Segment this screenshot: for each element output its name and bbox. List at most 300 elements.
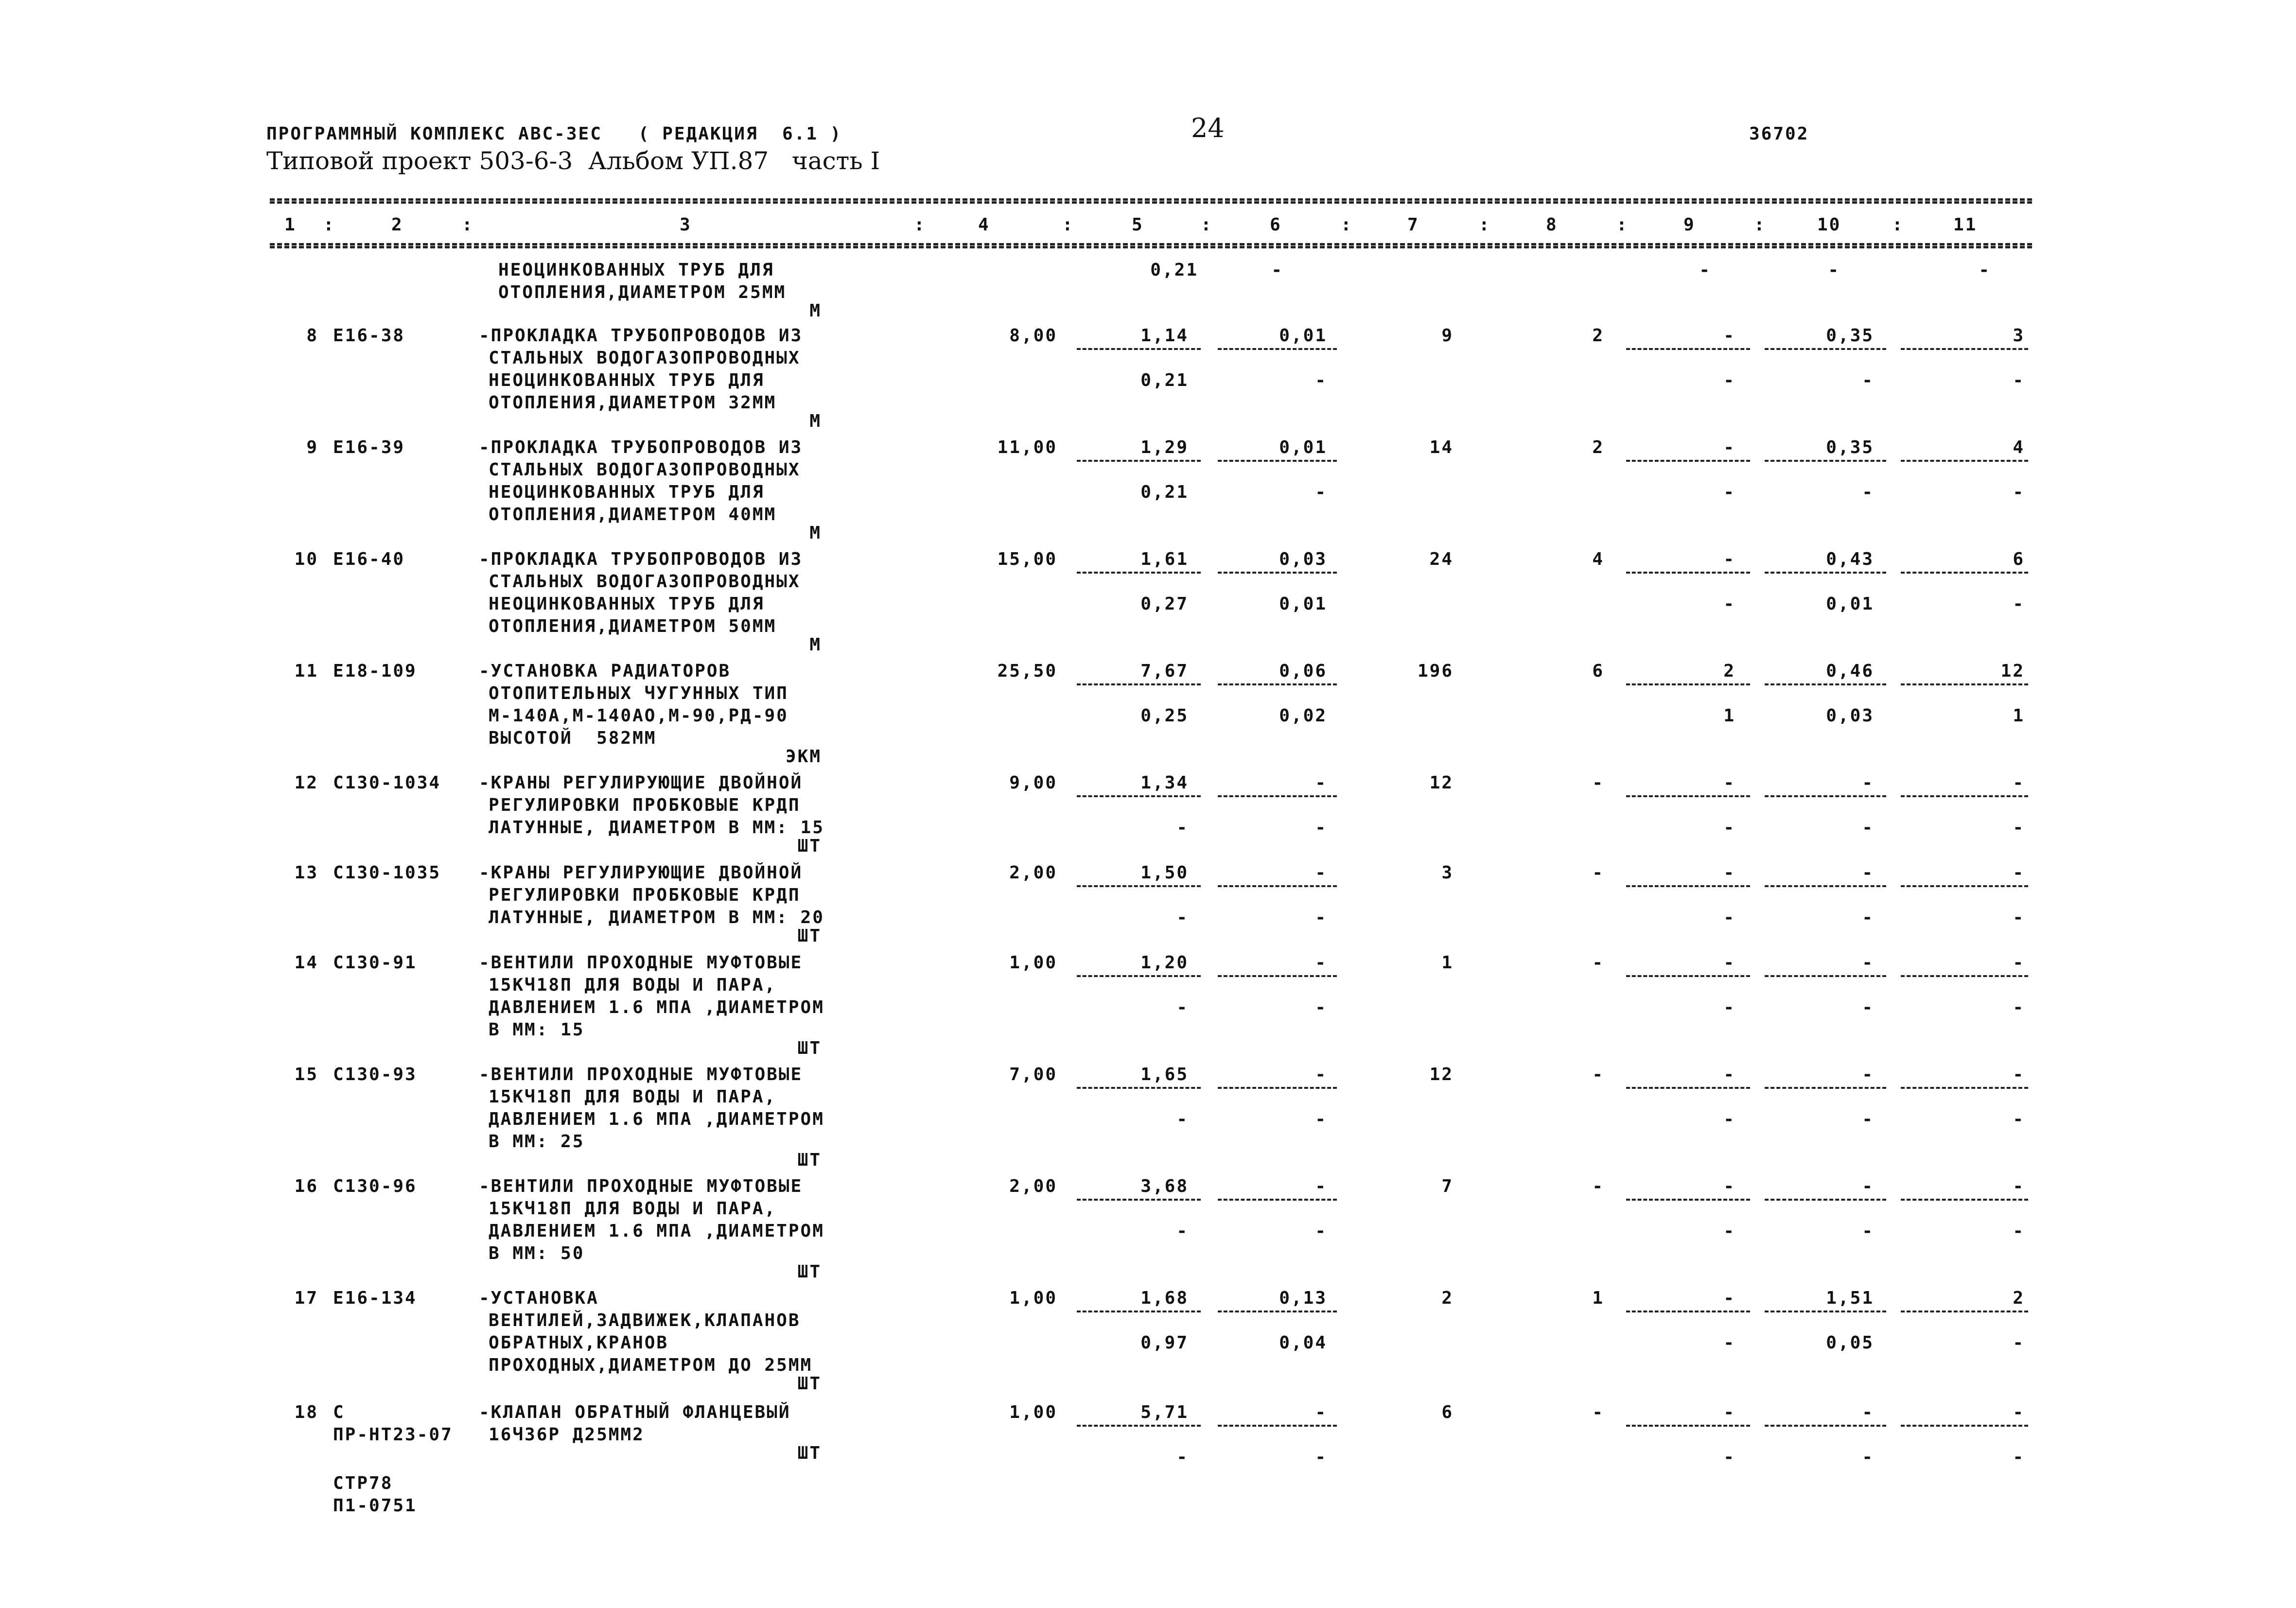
column-6-fraction-bar xyxy=(1218,1425,1337,1427)
column-5-lower-value: 0,21 xyxy=(1140,370,1189,390)
column-5-fraction-bar xyxy=(1077,1087,1201,1089)
column-7-value: 9 xyxy=(1441,326,1454,346)
column-separator: : xyxy=(1754,215,1766,235)
column-10-lower-value: - xyxy=(1862,482,1874,502)
column-11-lower-value: - xyxy=(2013,997,2025,1017)
item-number: 15 xyxy=(294,1065,318,1084)
column-11-lower-value: 1 xyxy=(2013,706,2025,726)
header-bottom-rule xyxy=(270,243,2032,245)
column-7-value: 14 xyxy=(1429,437,1454,457)
column-10-lower-value: - xyxy=(1862,1109,1874,1129)
column-10-lower-value: 0,03 xyxy=(1826,706,1874,726)
column-6-value: - xyxy=(1315,1402,1327,1422)
item-description-line: ОБРАТНЫХ,КРАНОВ xyxy=(489,1333,669,1353)
column-11-value: 3 xyxy=(2013,326,2025,346)
column-9-value: - xyxy=(1723,953,1735,973)
item-code: С130-93 xyxy=(333,1065,417,1084)
column-10-lower-value: - xyxy=(1862,370,1874,390)
column-separator: : xyxy=(914,215,926,235)
column-5-lower-value: 0,27 xyxy=(1140,594,1189,614)
item-description-line: М-140А,М-140АО,М-90,РД-90 xyxy=(489,706,789,726)
column-11-lower-value: - xyxy=(2013,818,2025,838)
column-11-fraction-bar xyxy=(1901,975,2028,977)
column-6-fraction-bar xyxy=(1218,975,1337,977)
column-4-value: 9,00 xyxy=(1009,773,1057,793)
column-11-fraction-bar xyxy=(1901,1087,2028,1089)
column-9-lower-value: - xyxy=(1699,260,1711,280)
column-9-value: - xyxy=(1723,326,1735,346)
column-5-value: 1,68 xyxy=(1140,1288,1189,1308)
column-6-value: 0,13 xyxy=(1279,1288,1327,1308)
column-9-value: - xyxy=(1723,773,1735,793)
column-11-value: - xyxy=(2013,773,2025,793)
column-separator: : xyxy=(1201,215,1213,235)
column-5-fraction-bar xyxy=(1077,795,1201,797)
column-9-lower-value: - xyxy=(1723,1333,1735,1353)
column-5-lower-value: 0,97 xyxy=(1140,1333,1189,1353)
column-6-lower-value: - xyxy=(1315,818,1327,838)
column-6-value: - xyxy=(1315,863,1327,883)
header-top-rule-2 xyxy=(270,201,2032,204)
item-description-line: 15КЧ18П ДЛЯ ВОДЫ И ПАРА, xyxy=(489,975,777,995)
column-5-value: 1,34 xyxy=(1140,773,1189,793)
column-5-fraction-bar xyxy=(1077,348,1201,350)
column-9-lower-value: - xyxy=(1723,1447,1735,1467)
item-description-line: В ММ: 15 xyxy=(489,1020,585,1040)
column-11-value: 2 xyxy=(2013,1288,2025,1308)
item-unit: М xyxy=(809,301,822,321)
column-9-lower-value: - xyxy=(1723,1221,1735,1241)
column-11-value: - xyxy=(2013,1065,2025,1084)
column-8-value: - xyxy=(1592,953,1604,973)
column-10-value: 0,43 xyxy=(1826,549,1874,569)
column-5-lower-value: - xyxy=(1176,1221,1189,1241)
item-description-line: 15КЧ18П ДЛЯ ВОДЫ И ПАРА, xyxy=(489,1199,777,1219)
column-11-value: 12 xyxy=(2000,661,2025,681)
item-description-line: ДАВЛЕНИЕМ 1.6 МПА ,ДИАМЕТРОМ xyxy=(489,997,824,1017)
column-5-lower-value: 0,21 xyxy=(1140,482,1189,502)
column-11-lower-value: - xyxy=(1979,260,1991,280)
item-code: Е16-134 xyxy=(333,1288,417,1308)
item-description-line: -ВЕНТИЛИ ПРОХОДНЫЕ МУФТОВЫЕ xyxy=(479,953,803,973)
column-number: 4 xyxy=(978,215,990,235)
column-11-fraction-bar xyxy=(1901,1425,2028,1427)
column-6-value: - xyxy=(1315,773,1327,793)
column-5-fraction-bar xyxy=(1077,683,1201,685)
column-6-fraction-bar xyxy=(1218,460,1337,462)
item-code: ПР-НТ23-07 xyxy=(333,1425,453,1445)
column-5-lower-value: - xyxy=(1176,997,1189,1017)
item-description-line: -ПРОКЛАДКА ТРУБОПРОВОДОВ ИЗ xyxy=(479,437,803,457)
column-number: 2 xyxy=(391,215,403,235)
column-8-value: 4 xyxy=(1592,549,1604,569)
item-description-line: НЕОЦИНКОВАННЫХ ТРУБ ДЛЯ xyxy=(489,370,765,390)
column-9-fraction-bar xyxy=(1626,975,1750,977)
column-9-value: - xyxy=(1723,1176,1735,1196)
column-7-value: 3 xyxy=(1441,863,1454,883)
item-code: С130-1034 xyxy=(333,773,441,793)
column-9-value: - xyxy=(1723,1402,1735,1422)
column-5-fraction-bar xyxy=(1077,572,1201,574)
column-10-value: 0,35 xyxy=(1826,326,1874,346)
column-5-lower-value: - xyxy=(1176,908,1189,927)
item-description-line: В ММ: 50 xyxy=(489,1243,585,1263)
item-code: П1-0751 xyxy=(333,1496,417,1516)
item-description-line: -ВЕНТИЛИ ПРОХОДНЫЕ МУФТОВЫЕ xyxy=(479,1065,803,1084)
header-bottom-rule-2 xyxy=(270,246,2032,248)
item-code: Е16-40 xyxy=(333,549,405,569)
item-number: 13 xyxy=(294,863,318,883)
column-10-fraction-bar xyxy=(1765,1087,1886,1089)
item-description-line: 15КЧ18П ДЛЯ ВОДЫ И ПАРА, xyxy=(489,1087,777,1107)
column-11-fraction-bar xyxy=(1901,348,2028,350)
item-code: Е16-38 xyxy=(333,326,405,346)
column-9-fraction-bar xyxy=(1626,1311,1750,1312)
item-number: 14 xyxy=(294,953,318,973)
column-11-lower-value: - xyxy=(2013,370,2025,390)
column-10-value: 0,35 xyxy=(1826,437,1874,457)
column-6-fraction-bar xyxy=(1218,348,1337,350)
column-6-lower-value: - xyxy=(1271,260,1283,280)
item-description-line: -ПРОКЛАДКА ТРУБОПРОВОДОВ ИЗ xyxy=(479,549,803,569)
item-description-line: 16Ч36Р Д25ММ2 xyxy=(489,1425,645,1445)
column-10-fraction-bar xyxy=(1765,460,1886,462)
item-description-line: -ВЕНТИЛИ ПРОХОДНЫЕ МУФТОВЫЕ xyxy=(479,1176,803,1196)
column-separator: : xyxy=(462,215,474,235)
column-10-fraction-bar xyxy=(1765,1311,1886,1312)
item-number: 8 xyxy=(306,326,318,346)
column-5-fraction-bar xyxy=(1077,460,1201,462)
column-5-lower-value: 0,25 xyxy=(1140,706,1189,726)
column-number: 7 xyxy=(1407,215,1420,235)
column-10-value: - xyxy=(1862,1176,1874,1196)
column-5-lower-value: 0,21 xyxy=(1150,260,1198,280)
column-10-fraction-bar xyxy=(1765,975,1886,977)
column-11-fraction-bar xyxy=(1901,683,2028,685)
column-6-value: - xyxy=(1315,953,1327,973)
page-number: 24 xyxy=(1191,113,1225,143)
column-5-fraction-bar xyxy=(1077,975,1201,977)
column-9-fraction-bar xyxy=(1626,885,1750,887)
item-unit: М xyxy=(809,635,822,655)
column-4-value: 15,00 xyxy=(997,549,1057,569)
item-description-line: В ММ: 25 xyxy=(489,1132,585,1152)
item-description-line: -КРАНЫ РЕГУЛИРУЮЩИЕ ДВОЙНОЙ xyxy=(479,773,803,793)
column-9-fraction-bar xyxy=(1626,1425,1750,1427)
column-11-fraction-bar xyxy=(1901,1199,2028,1201)
item-number: 11 xyxy=(294,661,318,681)
item-description-line: НЕОЦИНКОВАННЫХ ТРУБ ДЛЯ xyxy=(498,260,774,280)
item-description-line: ОТОПЛЕНИЯ,ДИАМЕТРОМ 40ММ xyxy=(489,505,777,524)
column-6-lower-value: - xyxy=(1315,997,1327,1017)
column-9-fraction-bar xyxy=(1626,572,1750,574)
column-9-fraction-bar xyxy=(1626,348,1750,350)
column-11-lower-value: - xyxy=(2013,1109,2025,1129)
column-11-fraction-bar xyxy=(1901,885,2028,887)
item-unit: ШТ xyxy=(797,1443,822,1463)
column-11-lower-value: - xyxy=(2013,482,2025,502)
column-9-value: - xyxy=(1723,863,1735,883)
column-11-fraction-bar xyxy=(1901,572,2028,574)
column-11-value: - xyxy=(2013,1176,2025,1196)
item-number: 17 xyxy=(294,1288,318,1308)
column-10-lower-value: - xyxy=(1828,260,1840,280)
column-10-lower-value: - xyxy=(1862,997,1874,1017)
column-9-value: 2 xyxy=(1723,661,1735,681)
item-code: С130-91 xyxy=(333,953,417,973)
column-9-lower-value: - xyxy=(1723,908,1735,927)
item-description-line: ЛАТУННЫЕ, ДИАМЕТРОМ В ММ: 15 xyxy=(489,818,824,838)
column-7-value: 12 xyxy=(1429,1065,1454,1084)
item-description-line: -ПРОКЛАДКА ТРУБОПРОВОДОВ ИЗ xyxy=(479,326,803,346)
column-10-value: - xyxy=(1862,1402,1874,1422)
column-9-fraction-bar xyxy=(1626,1087,1750,1089)
item-description-line: -КЛАПАН ОБРАТНЫЙ ФЛАНЦЕВЫЙ xyxy=(479,1402,791,1422)
item-code: Е16-39 xyxy=(333,437,405,457)
column-10-lower-value: - xyxy=(1862,1447,1874,1467)
column-11-value: - xyxy=(2013,1402,2025,1422)
column-10-fraction-bar xyxy=(1765,1425,1886,1427)
column-8-value: - xyxy=(1592,1402,1604,1422)
column-number: 5 xyxy=(1132,215,1144,235)
item-description-line: НЕОЦИНКОВАННЫХ ТРУБ ДЛЯ xyxy=(489,482,765,502)
column-5-fraction-bar xyxy=(1077,885,1201,887)
document-code: 36702 xyxy=(1749,124,1809,144)
column-6-lower-value: - xyxy=(1315,1221,1327,1241)
item-description-line: ДАВЛЕНИЕМ 1.6 МПА ,ДИАМЕТРОМ xyxy=(489,1109,824,1129)
column-9-value: - xyxy=(1723,1288,1735,1308)
column-number: 3 xyxy=(680,215,692,235)
column-6-fraction-bar xyxy=(1218,1199,1337,1201)
column-7-value: 12 xyxy=(1429,773,1454,793)
column-6-lower-value: - xyxy=(1315,1447,1327,1467)
item-unit: ШТ xyxy=(797,1374,822,1394)
column-10-lower-value: - xyxy=(1862,908,1874,927)
item-description-line: СТАЛЬНЫХ ВОДОГАЗОПРОВОДНЫХ xyxy=(489,348,801,368)
column-5-fraction-bar xyxy=(1077,1425,1201,1427)
column-11-value: - xyxy=(2013,953,2025,973)
item-description-line: СТАЛЬНЫХ ВОДОГАЗОПРОВОДНЫХ xyxy=(489,460,801,480)
column-5-value: 7,67 xyxy=(1140,661,1189,681)
item-unit: М xyxy=(809,523,822,543)
column-4-value: 2,00 xyxy=(1009,1176,1057,1196)
column-7-value: 1 xyxy=(1441,953,1454,973)
column-5-lower-value: - xyxy=(1176,1109,1189,1129)
column-5-lower-value: - xyxy=(1176,818,1189,838)
item-description-line: -КРАНЫ РЕГУЛИРУЮЩИЕ ДВОЙНОЙ xyxy=(479,863,803,883)
item-code: СТР78 xyxy=(333,1473,393,1493)
item-description-line: ОТОПЛЕНИЯ,ДИАМЕТРОМ 50ММ xyxy=(489,616,777,636)
column-11-lower-value: - xyxy=(2013,1221,2025,1241)
column-separator: : xyxy=(1616,215,1629,235)
column-5-value: 1,20 xyxy=(1140,953,1189,973)
column-number: 8 xyxy=(1546,215,1558,235)
program-title: ПРОГРАММНЫЙ КОМПЛЕКС АВС-ЗЕС ( РЕДАКЦИЯ 6.1 ) xyxy=(266,124,842,144)
column-6-value: 0,01 xyxy=(1279,437,1327,457)
item-description-line: РЕГУЛИРОВКИ ПРОБКОВЫЕ КРДП xyxy=(489,885,801,905)
column-8-value: 2 xyxy=(1592,326,1604,346)
item-unit: ШТ xyxy=(797,926,822,946)
item-description-line: РЕГУЛИРОВКИ ПРОБКОВЫЕ КРДП xyxy=(489,795,801,815)
item-unit: ШТ xyxy=(797,1038,822,1058)
column-8-value: 2 xyxy=(1592,437,1604,457)
column-5-fraction-bar xyxy=(1077,1199,1201,1201)
item-description-line: ДАВЛЕНИЕМ 1.6 МПА ,ДИАМЕТРОМ xyxy=(489,1221,824,1241)
column-5-value: 5,71 xyxy=(1140,1402,1189,1422)
column-11-value: 6 xyxy=(2013,549,2025,569)
column-7-value: 196 xyxy=(1417,661,1454,681)
column-10-lower-value: 0,05 xyxy=(1826,1333,1874,1353)
column-number: 9 xyxy=(1683,215,1696,235)
column-separator: : xyxy=(1341,215,1353,235)
item-description-line: ОТОПЛЕНИЯ,ДИАМЕТРОМ 25ММ xyxy=(498,282,787,302)
item-unit: ШТ xyxy=(797,1150,822,1170)
item-description-line: ЛАТУННЫЕ, ДИАМЕТРОМ В ММ: 20 xyxy=(489,908,824,927)
column-9-value: - xyxy=(1723,437,1735,457)
column-5-value: 1,50 xyxy=(1140,863,1189,883)
column-number: 6 xyxy=(1270,215,1282,235)
item-number: 18 xyxy=(294,1402,318,1422)
column-6-fraction-bar xyxy=(1218,683,1337,685)
project-title: Типовой проект 503-6-3 Альбом УП.87 часть I xyxy=(266,147,880,175)
column-6-fraction-bar xyxy=(1218,885,1337,887)
column-6-value: - xyxy=(1315,1176,1327,1196)
item-number: 12 xyxy=(294,773,318,793)
column-8-value: - xyxy=(1592,1176,1604,1196)
column-8-value: - xyxy=(1592,773,1604,793)
item-description-line: -УСТАНОВКА xyxy=(479,1288,599,1308)
column-5-lower-value: - xyxy=(1176,1447,1189,1467)
column-10-value: - xyxy=(1862,773,1874,793)
item-description-line: ВЕНТИЛЕЙ,ЗАДВИЖЕК,КЛАПАНОВ xyxy=(489,1311,801,1330)
item-code: Е18-109 xyxy=(333,661,417,681)
column-10-fraction-bar xyxy=(1765,795,1886,797)
column-7-value: 6 xyxy=(1441,1402,1454,1422)
column-11-fraction-bar xyxy=(1901,460,2028,462)
column-6-lower-value: - xyxy=(1315,370,1327,390)
column-4-value: 1,00 xyxy=(1009,1288,1057,1308)
column-10-fraction-bar xyxy=(1765,1199,1886,1201)
column-6-value: - xyxy=(1315,1065,1327,1084)
column-9-lower-value: - xyxy=(1723,370,1735,390)
column-9-fraction-bar xyxy=(1626,683,1750,685)
column-number: 10 xyxy=(1817,215,1841,235)
column-6-lower-value: - xyxy=(1315,908,1327,927)
column-6-lower-value: 0,02 xyxy=(1279,706,1327,726)
item-description-line: ВЫСОТОЙ 582ММ xyxy=(489,728,657,748)
column-8-value: 1 xyxy=(1592,1288,1604,1308)
item-unit: ШТ xyxy=(797,1262,822,1282)
item-number: 16 xyxy=(294,1176,318,1196)
column-separator: : xyxy=(1892,215,1904,235)
header-top-rule xyxy=(270,198,2032,201)
column-6-value: 0,06 xyxy=(1279,661,1327,681)
column-11-lower-value: - xyxy=(2013,1333,2025,1353)
column-11-fraction-bar xyxy=(1901,795,2028,797)
column-10-lower-value: 0,01 xyxy=(1826,594,1874,614)
column-4-value: 1,00 xyxy=(1009,953,1057,973)
column-4-value: 1,00 xyxy=(1009,1402,1057,1422)
column-separator: : xyxy=(1479,215,1491,235)
item-description-line: НЕОЦИНКОВАННЫХ ТРУБ ДЛЯ xyxy=(489,594,765,614)
column-5-value: 1,14 xyxy=(1140,326,1189,346)
item-number: 9 xyxy=(306,437,318,457)
column-6-lower-value: - xyxy=(1315,482,1327,502)
column-5-value: 1,65 xyxy=(1140,1065,1189,1084)
column-4-value: 25,50 xyxy=(997,661,1057,681)
item-code: С130-1035 xyxy=(333,863,441,883)
column-4-value: 7,00 xyxy=(1009,1065,1057,1084)
column-11-lower-value: - xyxy=(2013,908,2025,927)
column-7-value: 24 xyxy=(1429,549,1454,569)
column-9-lower-value: 1 xyxy=(1723,706,1735,726)
column-8-value: - xyxy=(1592,1065,1604,1084)
column-10-value: - xyxy=(1862,863,1874,883)
column-10-value: - xyxy=(1862,1065,1874,1084)
column-10-fraction-bar xyxy=(1765,348,1886,350)
column-6-fraction-bar xyxy=(1218,1311,1337,1312)
column-4-value: 11,00 xyxy=(997,437,1057,457)
column-10-lower-value: - xyxy=(1862,818,1874,838)
column-6-value: 0,03 xyxy=(1279,549,1327,569)
column-9-lower-value: - xyxy=(1723,1109,1735,1129)
column-6-lower-value: 0,04 xyxy=(1279,1333,1327,1353)
column-9-fraction-bar xyxy=(1626,795,1750,797)
column-6-lower-value: 0,01 xyxy=(1279,594,1327,614)
column-separator: : xyxy=(323,215,335,235)
item-description-line: ПРОХОДНЫХ,ДИАМЕТРОМ ДО 25ММ xyxy=(489,1355,813,1375)
column-separator: : xyxy=(1062,215,1074,235)
item-unit: М xyxy=(809,411,822,431)
item-number: 10 xyxy=(294,549,318,569)
item-unit: ЭКМ xyxy=(785,747,822,767)
column-6-fraction-bar xyxy=(1218,572,1337,574)
column-11-fraction-bar xyxy=(1901,1311,2028,1312)
item-description-line: ОТОПЛЕНИЯ,ДИАМЕТРОМ 32ММ xyxy=(489,393,777,413)
column-4-value: 8,00 xyxy=(1009,326,1057,346)
column-10-value: 0,46 xyxy=(1826,661,1874,681)
column-6-fraction-bar xyxy=(1218,795,1337,797)
column-8-value: - xyxy=(1592,863,1604,883)
column-10-value: 1,51 xyxy=(1826,1288,1874,1308)
column-5-value: 3,68 xyxy=(1140,1176,1189,1196)
column-9-lower-value: - xyxy=(1723,997,1735,1017)
column-10-fraction-bar xyxy=(1765,572,1886,574)
column-5-value: 1,61 xyxy=(1140,549,1189,569)
column-10-lower-value: - xyxy=(1862,1221,1874,1241)
column-5-fraction-bar xyxy=(1077,1311,1201,1312)
column-9-fraction-bar xyxy=(1626,460,1750,462)
item-description-line: ОТОПИТЕЛЬНЫХ ЧУГУННЫХ ТИП xyxy=(489,683,789,703)
column-number: 1 xyxy=(284,215,297,235)
item-unit: ШТ xyxy=(797,836,822,856)
column-9-fraction-bar xyxy=(1626,1199,1750,1201)
column-7-value: 2 xyxy=(1441,1288,1454,1308)
column-6-fraction-bar xyxy=(1218,1087,1337,1089)
column-9-lower-value: - xyxy=(1723,818,1735,838)
column-11-value: - xyxy=(2013,863,2025,883)
column-8-value: 6 xyxy=(1592,661,1604,681)
item-description-line: СТАЛЬНЫХ ВОДОГАЗОПРОВОДНЫХ xyxy=(489,572,801,592)
column-10-fraction-bar xyxy=(1765,683,1886,685)
column-11-lower-value: - xyxy=(2013,1447,2025,1467)
item-code: С130-96 xyxy=(333,1176,417,1196)
column-9-lower-value: - xyxy=(1723,594,1735,614)
column-number: 11 xyxy=(1953,215,1978,235)
item-code: С xyxy=(333,1402,345,1422)
column-9-lower-value: - xyxy=(1723,482,1735,502)
column-11-lower-value: - xyxy=(2013,594,2025,614)
